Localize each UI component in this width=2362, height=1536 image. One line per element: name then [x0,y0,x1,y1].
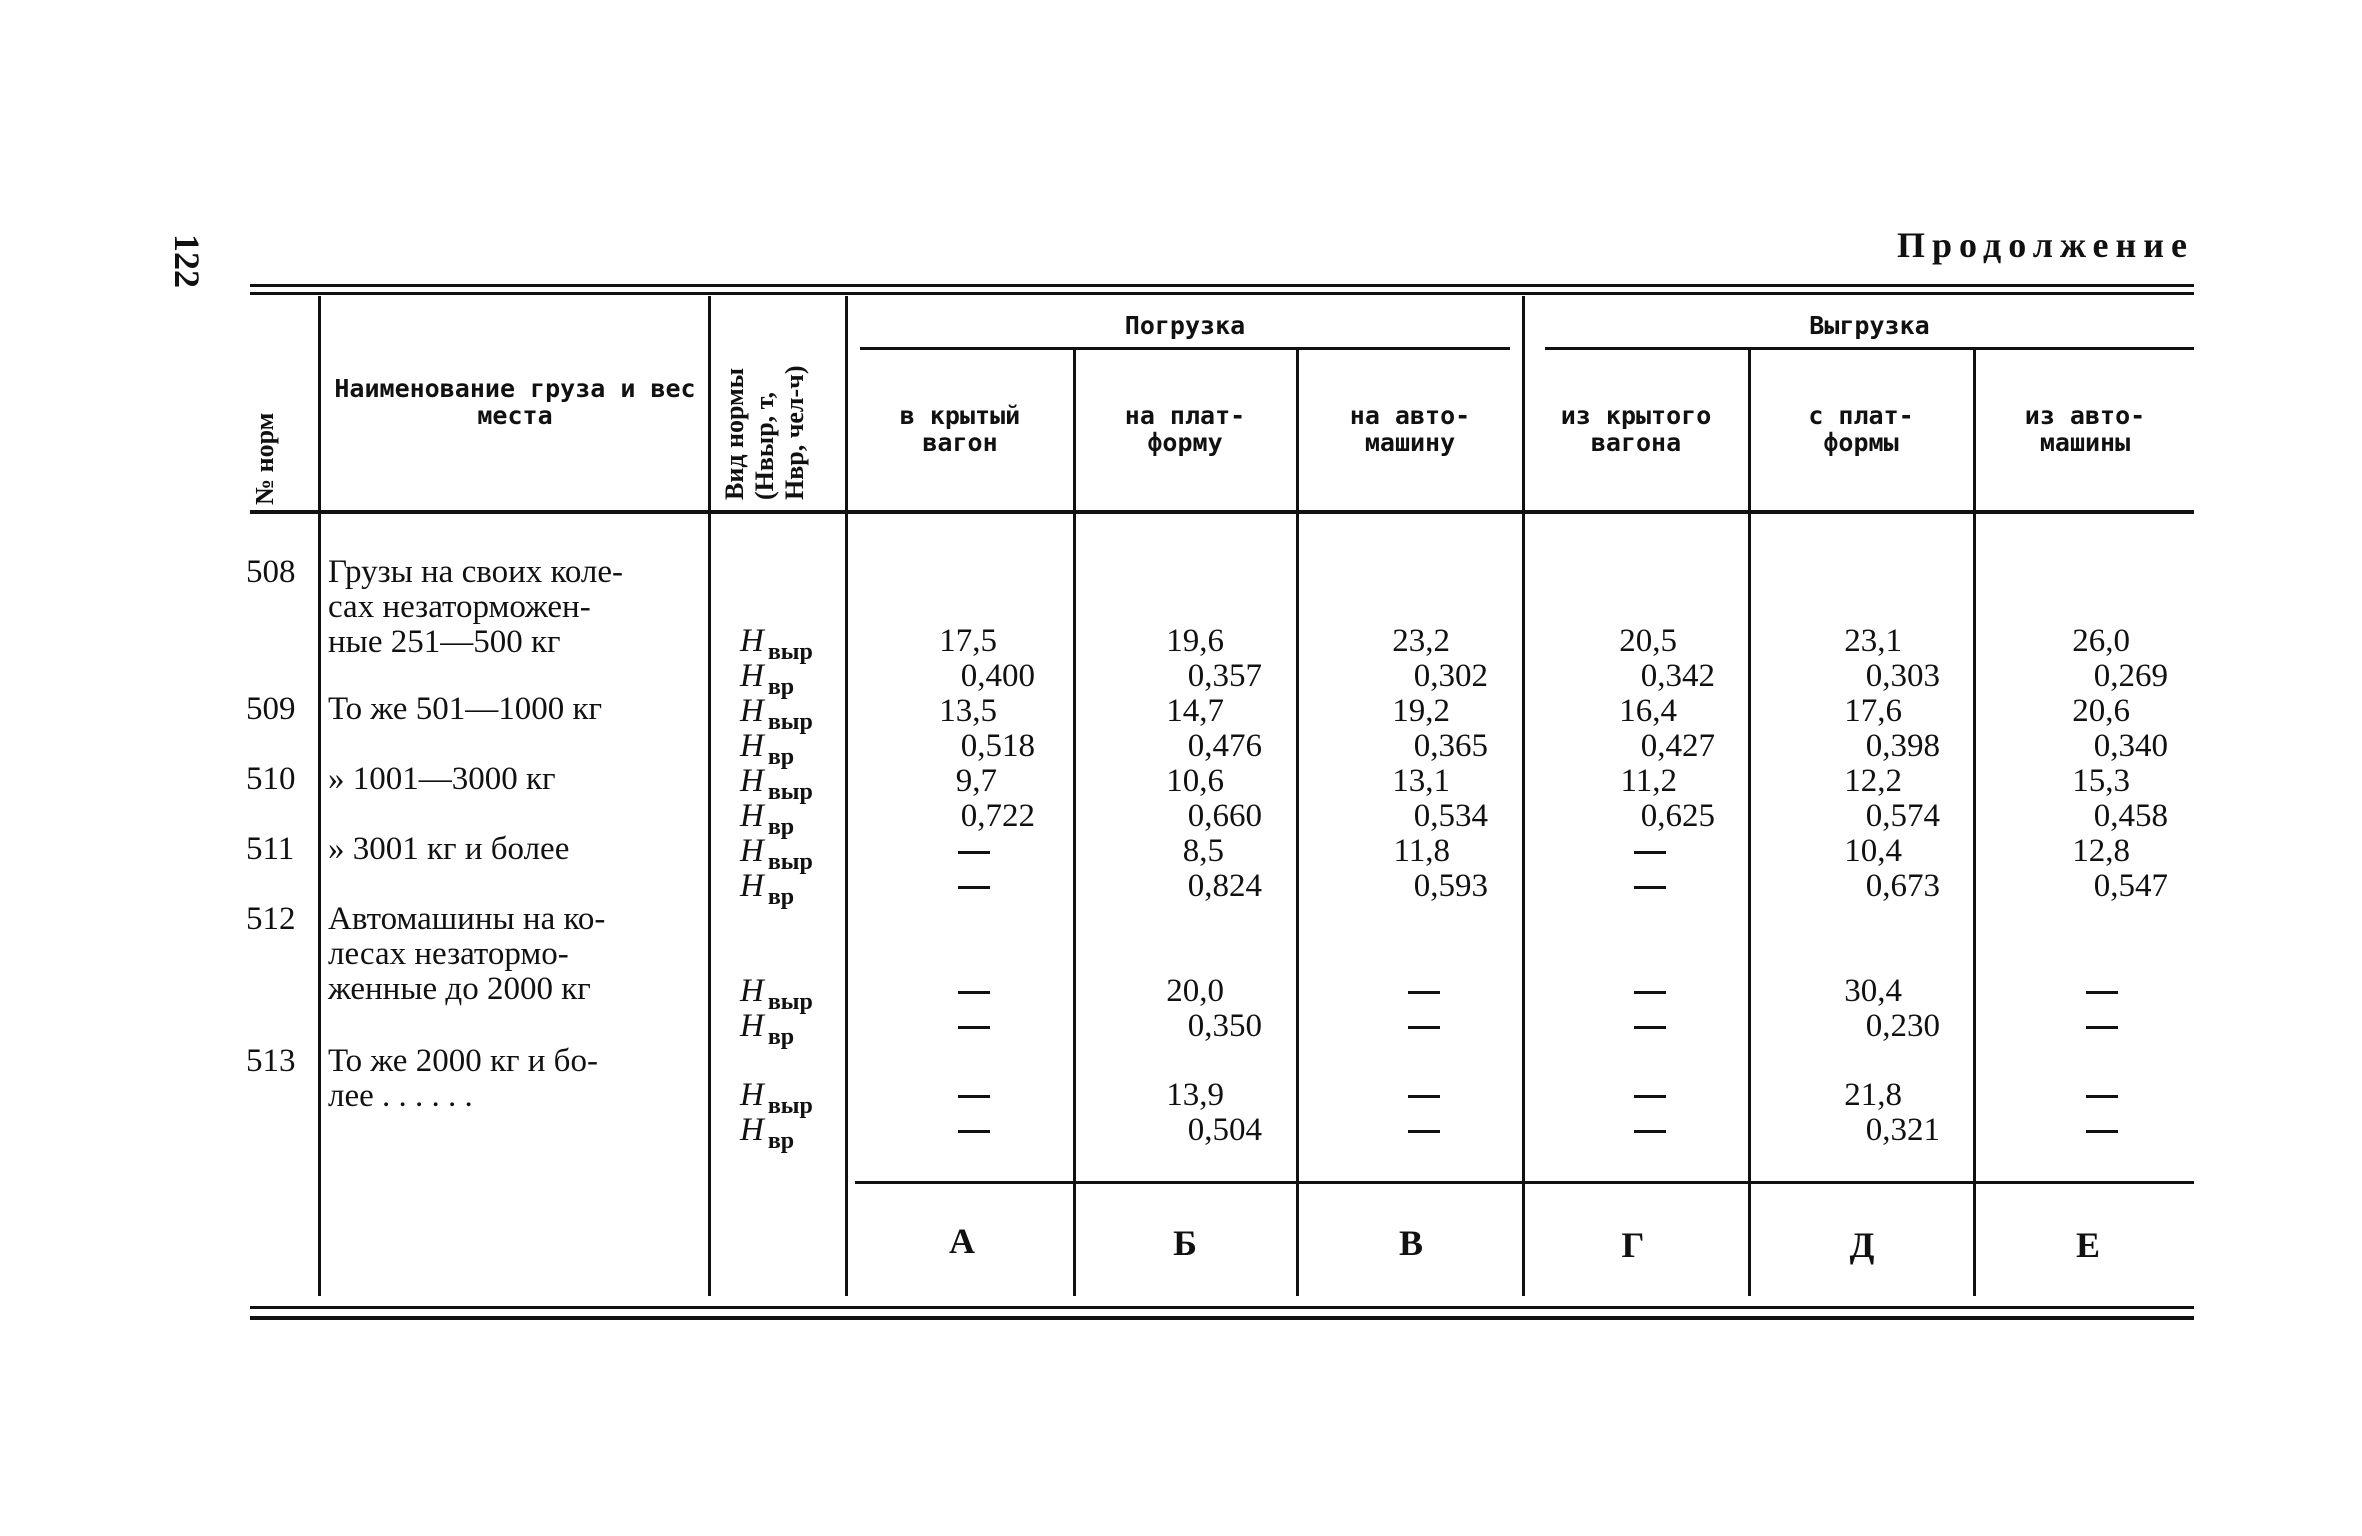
norm-symbol: Н [740,728,764,764]
header-norm-no-label: № норм [250,412,279,505]
header-col-b-line2: форму [1147,428,1223,457]
value-vyr: 19,2 [1392,693,1450,729]
value-dash [2086,991,2118,994]
value-vr: 0,722 [960,798,1035,834]
header-col-c-line1: на авто- [1349,401,1471,430]
value-dash [958,886,990,889]
norm-symbol: Н [740,693,764,729]
header-norm-no [250,413,280,505]
value-vyr: 8,5 [1182,833,1224,869]
norm-subscript: вр [767,674,795,700]
cargo-name-line: То же 2000 кг и бо- [328,1043,598,1079]
col-letter-b: Б [1173,1223,1197,1263]
value-vr: 0,302 [1413,658,1488,694]
norm-symbol: Н [740,798,764,834]
continuation-title: Продолжение [1897,225,2194,265]
norm-kind-vyr [740,623,813,665]
norm-subscript: выр [767,709,813,735]
value-vr: 0,547 [2093,868,2168,904]
value-dash [958,1026,990,1029]
value-vr: 0,342 [1640,658,1715,694]
value-dash [1634,991,1666,994]
value-vyr: 11,8 [1393,833,1450,869]
norm-symbol: Н [740,1112,764,1148]
bottom-rule [250,1306,2194,1309]
norm-number: 512 [246,901,296,937]
header-col-f-line1: из авто- [2024,401,2146,430]
norm-kind-vr [740,798,795,840]
header-norm-kind-line1: Вид нормы [720,367,749,500]
value-vyr: 14,7 [1166,693,1224,729]
col-letter-d: Г [1621,1225,1645,1265]
top-rule-2 [250,292,2194,295]
value-vr: 0,321 [1865,1112,1940,1148]
cargo-name-line: Автомашины на ко- [328,901,606,937]
value-vr: 0,504 [1187,1112,1262,1148]
value-vr: 0,518 [960,728,1035,764]
col-divider-name [708,296,711,1296]
norm-number: 510 [246,761,296,797]
norm-subscript: вр [767,884,795,910]
header-col-d-line1: из крытого [1560,401,1712,430]
value-vr: 0,427 [1640,728,1715,764]
value-dash [958,991,990,994]
norm-kind-vr [740,728,795,770]
col-letter-f: Е [2075,1225,2100,1265]
value-dash [2086,1130,2118,1133]
cargo-name-line: ные 251—500 кг [328,624,561,660]
value-vr: 0,400 [960,658,1035,694]
value-vyr: 13,1 [1392,763,1450,799]
value-vyr: 10,4 [1844,833,1902,869]
norm-symbol: Н [740,763,764,799]
value-vr: 0,365 [1413,728,1488,764]
value-vyr: 20,6 [2072,693,2130,729]
value-dash [1634,851,1666,854]
value-vyr: 21,8 [1844,1077,1902,1113]
header-col-e [1751,402,1971,456]
value-dash [1634,1026,1666,1029]
header-col-a [850,402,1070,456]
header-norm-kind [720,366,810,501]
header-col-c [1299,402,1521,456]
norm-subscript: вр [767,1024,795,1050]
norm-kind-vyr [740,973,813,1015]
value-vyr: 12,2 [1844,763,1902,799]
value-dash [1408,1026,1440,1029]
value-vr: 0,593 [1413,868,1488,904]
header-col-e-line1: с плат- [1808,401,1914,430]
norm-subscript: выр [767,639,813,665]
header-cargo-name: Наименование груза и вес места [334,374,696,430]
col-letter-c: В [1398,1223,1423,1263]
value-vyr: 13,9 [1166,1077,1224,1113]
header-rule [250,510,2194,514]
value-vyr: 11,2 [1620,763,1677,799]
value-vyr: 10,6 [1166,763,1224,799]
value-dash [2086,1095,2118,1098]
value-vr: 0,230 [1865,1008,1940,1044]
value-vyr: 17,6 [1844,693,1902,729]
top-rule [250,284,2194,287]
value-dash [1408,1130,1440,1133]
norm-symbol: Н [740,1008,764,1044]
norm-symbol: Н [740,868,764,904]
norm-number: 511 [246,831,295,867]
norm-symbol: Н [740,623,764,659]
norm-subscript: выр [767,779,813,805]
header-col-c-line2: машину [1364,428,1456,457]
norm-kind-vr [740,868,795,910]
value-vr: 0,398 [1865,728,1940,764]
norm-kind-vyr [740,1077,813,1119]
header-col-e-line2: формы [1823,428,1899,457]
page-number: 122 [167,234,207,288]
norm-subscript: выр [767,849,813,875]
norm-symbol: Н [740,1077,764,1113]
value-dash [1408,1095,1440,1098]
norm-number: 513 [246,1043,296,1079]
norm-symbol: Н [740,973,764,1009]
value-vyr: 20,0 [1166,973,1224,1009]
header-col-a-line1: в крытый [899,401,1021,430]
col-divider-d [1748,350,1751,1296]
value-vyr: 9,7 [955,763,997,799]
value-vr: 0,574 [1865,798,1940,834]
col-divider-a [1073,350,1076,1296]
header-col-b [1076,402,1294,456]
norm-subscript: выр [767,1093,813,1119]
cargo-name-line: лесах незатормо- [328,936,569,972]
norm-symbol: Н [740,658,764,694]
value-vyr: 26,0 [2072,623,2130,659]
header-norm-kind-line3: Нвр, чел-ч) [780,365,809,500]
value-vyr: 19,6 [1166,623,1224,659]
value-vr: 0,625 [1640,798,1715,834]
header-col-f-line2: машины [2039,428,2131,457]
norm-subscript: вр [767,1128,795,1154]
value-dash [1634,886,1666,889]
norm-subscript: вр [767,814,795,840]
value-dash [958,851,990,854]
norm-kind-vr [740,658,795,700]
col-letter-e: Д [1849,1225,1875,1265]
header-col-f [1976,402,2194,456]
col-divider-no [318,296,321,1296]
unloading-rule [1545,347,2194,350]
value-vyr: 16,4 [1619,693,1677,729]
value-vr: 0,303 [1865,658,1940,694]
cargo-name-line: » 1001—3000 кг [328,761,556,797]
header-col-b-line1: на плат- [1124,401,1246,430]
value-vr: 0,660 [1187,798,1262,834]
value-vr: 0,458 [2093,798,2168,834]
value-dash [958,1130,990,1133]
norm-kind-vyr [740,693,813,735]
value-dash [1634,1130,1666,1133]
value-vyr: 15,3 [2072,763,2130,799]
col-divider-e [1973,350,1976,1296]
value-vyr: 23,2 [1392,623,1450,659]
header-col-d-line2: вагона [1590,428,1682,457]
cargo-name-line: » 3001 кг и более [328,831,570,867]
value-dash [958,1095,990,1098]
value-vyr: 23,1 [1844,623,1902,659]
value-vr: 0,269 [2093,658,2168,694]
cargo-name-line: сах незаторможен- [328,589,591,625]
cargo-name-line: Грузы на своих коле- [328,554,624,590]
norm-number: 508 [246,554,296,590]
value-vyr: 20,5 [1619,623,1677,659]
value-vyr: 12,8 [2072,833,2130,869]
value-vyr: 17,5 [939,623,997,659]
value-vr: 0,350 [1187,1008,1262,1044]
norm-number: 509 [246,691,296,727]
norm-symbol: Н [740,833,764,869]
value-vyr: 30,4 [1844,973,1902,1009]
cargo-name-line: женные до 2000 кг [328,971,591,1007]
col-letter-a: А [949,1221,975,1261]
cargo-name-line: То же 501—1000 кг [328,691,603,727]
loading-rule [860,347,1510,350]
norm-kind-vr [740,1112,795,1154]
value-dash [1408,991,1440,994]
col-divider-kind [845,296,848,1296]
cargo-name-line: лее . . . . . . [328,1078,473,1114]
header-loading: Погрузка [1124,311,1246,340]
value-vr: 0,673 [1865,868,1940,904]
header-unloading: Выгрузка [1809,311,1930,340]
header-norm-kind-line2: (Нвыр, т, [750,392,779,500]
value-vr: 0,476 [1187,728,1262,764]
value-dash [1634,1095,1666,1098]
norm-subscript: выр [767,989,813,1015]
header-col-a-line2: вагон [922,428,998,457]
norm-kind-vyr [740,833,813,875]
header-col-d [1525,402,1747,456]
norm-kind-vyr [740,763,813,805]
value-vr: 0,357 [1187,658,1262,694]
col-divider-b [1296,350,1299,1296]
bottom-rule-2 [250,1316,2194,1320]
value-vr: 0,534 [1413,798,1488,834]
value-vr: 0,824 [1187,868,1262,904]
value-dash [2086,1026,2118,1029]
value-vyr: 13,5 [939,693,997,729]
norm-kind-vr [740,1008,795,1050]
value-vr: 0,340 [2093,728,2168,764]
norm-subscript: вр [767,744,795,770]
